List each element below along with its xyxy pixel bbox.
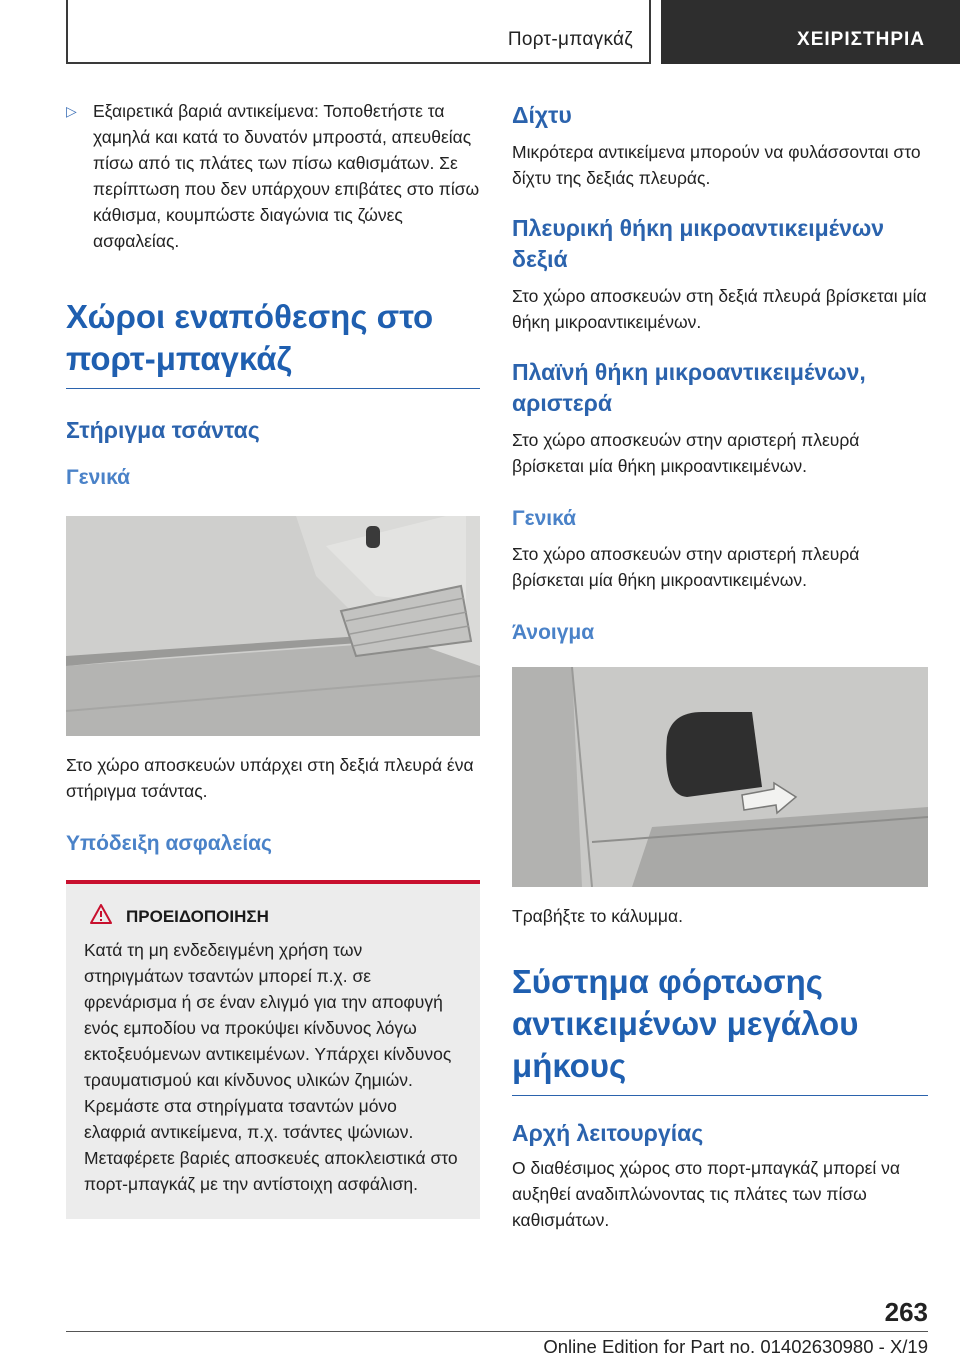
page-number: 263 [884, 1297, 928, 1327]
header-chapter-title: ΧΕΙΡΙΣΤΗΡΙΑ [797, 29, 925, 50]
general-right-text: Στο χώρο αποσκευών στην αριστερή πλευρά βρίσκεται μία θήκη μικροαντικειμένων. [512, 544, 860, 590]
photo-bag-hook [66, 516, 480, 736]
warning-triangle-icon [90, 904, 112, 929]
photo-caption-right: Τραβήξτε το κάλυμμα. [512, 906, 683, 926]
principle-text: Ο διαθέσιμος χώρος στο πορτ-μπαγκάζ μπορεί να αυξηθεί αναδιπλώνοντας τις πλάτες των πίσω καθισμάτων. [512, 1158, 901, 1230]
warning-text: Κατά τη μη ενδεδειγμένη χρήση των στηριγμάτων τσαντών μπορεί π.χ. σε φρενάρισμα ή σε έναν ελιγμό για την αποφυγή ενός εμποδίου να προκύψει κίνδυνος λόγω εκτοξευόμενων αντικειμένων. Υπάρχει κίνδυνος τραυματισμού και κίνδυνος υλικών ζημιών. Κρεμάστε στα στηρίγματα τσαντών μόνο ελαφριά αντικείμενα, π.χ. τσάντες ψώνιων. Μεταφέρετε βαριές αποσκευές αποκλειστικά στο πορτ-μπαγκάζ με την αντίστοιχη ασφάλιση. [84, 940, 458, 1194]
warning-box [66, 880, 480, 1219]
side-compartment-left-text: Στο χώρο αποσκευών στην αριστερή πλευρά βρίσκεται μία θήκη μικροαντικειμένων. [512, 430, 860, 476]
subsection-title-bag-hook: Στήριγμα τσάντας [66, 417, 260, 443]
heading-net: Δίχτυ [512, 102, 572, 128]
heading-principle: Αρχή λειτουργίας [512, 1120, 704, 1146]
bullet-text: Εξαιρετικά βαριά αντικείμενα: Τοποθετήστε τα χαμηλά και κατά το δυνατόν μπροστά, απευθείας πίσω από τις πλάτες των πίσω καθισμάτων. Σε περίπτωση που δεν υπάρχουν επιβάτες στο πίσω κάθισμα, κουμπώστε διαγώνια τις ζώνες ασφαλείας. [93, 101, 480, 251]
bullet-item [66, 98, 480, 254]
compartment-cover-image [512, 667, 928, 887]
warning-title: ΠΡΟΕΙΔΟΠΟΙΗΣΗ [126, 906, 269, 926]
side-compartment-right-text: Στο χώρο αποσκευών στη δεξιά πλευρά βρίσκεται μία θήκη μικροαντικειμένων. [512, 286, 927, 332]
photo-caption-left: Στο χώρο αποσκευών υπάρχει στη δεξιά πλευρά ένα στήριγμα τσάντας. [66, 755, 474, 801]
footer-edition: Online Edition for Part no. 01402630980 - X/19 [543, 1336, 928, 1357]
section-title-storage: Χώροι εναπόθεσης στο πορτ-μπαγκάζ [66, 298, 434, 377]
trunk-bag-hook-image [66, 516, 480, 736]
section-divider [66, 388, 480, 389]
footer-divider [66, 1331, 928, 1332]
warning-title-row [84, 904, 462, 929]
photo-compartment-cover [512, 667, 928, 887]
heading-general-left: Γενικά [66, 466, 131, 489]
net-text: Μικρότερα αντικείμενα μπορούν να φυλάσσονται στο δίχτυ της δεξιάς πλευράς. [512, 142, 921, 188]
triangle-bullet-icon: ▷ [66, 103, 77, 119]
left-column [66, 98, 480, 1219]
heading-side-compartment-right: Πλευρική θήκη μικροαντικειμένων δεξιά [512, 215, 885, 272]
heading-general-right: Γενικά [512, 507, 577, 530]
header-chapter-box [661, 0, 960, 64]
header-section-box [66, 0, 651, 64]
right-column [512, 100, 928, 1233]
section-title-long-load: Σύστημα φόρτωσης αντικειμένων μεγάλου μήκους [512, 963, 859, 1084]
header-section-title: Πορτ-μπαγκάζ [507, 29, 633, 50]
heading-opening: Άνοιγμα [512, 621, 595, 644]
section-divider-right [512, 1095, 928, 1096]
heading-side-compartment-left: Πλαϊνή θήκη μικροαντικειμένων, αριστερά [512, 359, 866, 416]
heading-safety: Υπόδειξη ασφαλείας [66, 832, 272, 855]
